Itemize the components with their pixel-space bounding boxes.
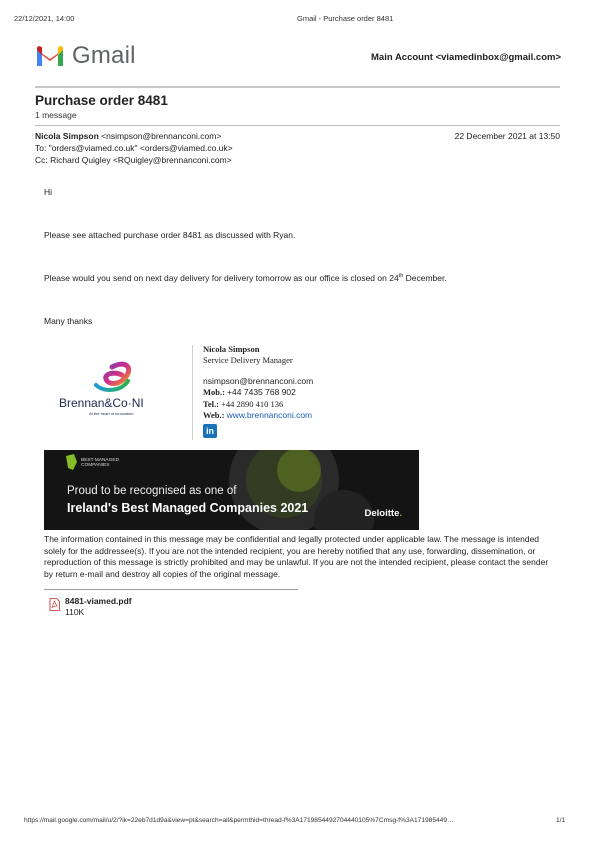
svg-text:At the heart of innovation: At the heart of innovation (89, 411, 134, 416)
print-url: https://mail.google.com/mail/u/2/?ik=22eb7d1d9a&view=pt&search=all&permthid=thread-f%3A1719854492704440105%7Cmsg-f%3A171985449… (24, 817, 454, 824)
gmail-wordmark: Gmail (72, 42, 136, 69)
subject-divider (35, 125, 560, 126)
body-paragraph-2: Please would you send on next day delivery for delivery tomorrow as our office is closed on 24th December. (44, 273, 447, 283)
linkedin-icon[interactable]: in (203, 424, 217, 438)
signature-web-link[interactable]: www.brennanconi.com (226, 410, 313, 420)
sender-name: Nicola Simpson (35, 131, 99, 141)
signature-tel: Tel.: +44 2890 410 136 (203, 399, 284, 409)
signature-divider (192, 345, 193, 440)
banner-line-2: Ireland's Best Managed Companies 2021 (67, 501, 309, 515)
banner-line-1: Proud to be recognised as one of (67, 485, 237, 497)
sender-email[interactable]: <nsimpson@brennanconi.com> (101, 131, 222, 141)
account-label: Main Account <viamedinbox@gmail.com> (371, 52, 561, 63)
award-banner (44, 450, 419, 530)
message-count: 1 message (35, 110, 77, 120)
attachment-name[interactable]: 8481-viamed.pdf (65, 596, 132, 606)
signature-role: Service Delivery Manager (203, 355, 293, 365)
header-divider (35, 86, 560, 88)
deloitte-logo: Deloitte. (364, 508, 402, 519)
signature-name: Nicola Simpson (203, 344, 260, 354)
print-page-number: 1/1 (556, 817, 566, 824)
pdf-file-icon[interactable] (49, 598, 60, 611)
signature-web: Web.: www.brennanconi.com (203, 410, 313, 420)
message-sender (35, 131, 221, 141)
legal-disclaimer: The information contained in this message may be confidential and legally protected under applicable law. The message is intended solely for the addressee(s). If you are not the intended recipient, you are hereby notified that any use, forwarding, dissemination, or reproduction of this message is strictly prohibited and may be unlawful. If you are not the intended recipient, please contact the sender by return e-mail and destroy all copies of the original message. (44, 534, 549, 579)
gmail-logo-icon (35, 44, 65, 68)
body-greeting: Hi (44, 187, 53, 197)
signature-email[interactable]: nsimpson@brennanconi.com (203, 376, 314, 386)
signature-mobile: Mob.: +44 7435 768 902 (203, 387, 296, 397)
body-paragraph-1: Please see attached purchase order 8481 as discussed with Ryan. (44, 230, 296, 240)
message-to: To: "orders@viamed.co.uk" <orders@viamed.co.uk> (35, 143, 233, 153)
brennan-logo (52, 355, 182, 425)
message-date: 22 December 2021 at 13:50 (454, 131, 560, 141)
banner-badge: BEST MANAGED COMPANIES (81, 458, 120, 468)
print-title: Gmail - Purchase order 8481 (297, 14, 394, 23)
svg-text:Brennan&Co·NI: Brennan&Co·NI (59, 396, 144, 410)
attachment-divider (44, 589, 298, 590)
body-closing: Many thanks (44, 316, 93, 326)
attachment-size: 110K (65, 607, 85, 617)
thread-subject: Purchase order 8481 (35, 93, 168, 108)
message-cc: Cc: Richard Quigley <RQuigley@brennanconi.com> (35, 155, 232, 165)
print-datetime: 22/12/2021, 14:00 (14, 14, 75, 23)
